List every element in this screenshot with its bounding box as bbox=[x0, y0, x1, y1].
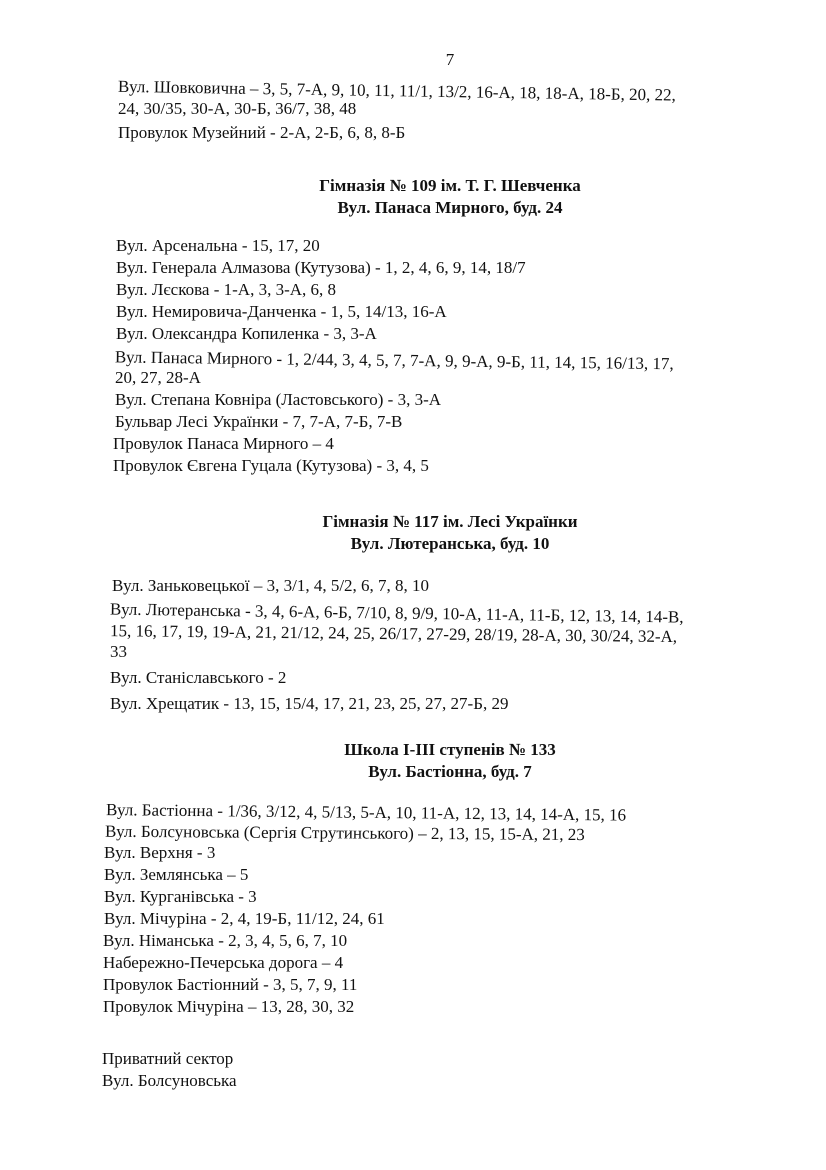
school-117-header bbox=[0, 511, 826, 555]
street-line: Вул. Шовковична – 3, 5, 7-А, 9, 10, 11, 11/1, 13/2, 16-А, 18, 18-А, 18-Б, 20, 22, bbox=[117, 76, 676, 105]
street-line: Вул. Арсенальна - 15, 17, 20 bbox=[116, 236, 320, 255]
school-title: Гімназія № 109 ім. Т. Г. Шевченка bbox=[319, 176, 581, 195]
street-line: Вул. Мічуріна - 2, 4, 19-Б, 11/12, 24, 61 bbox=[104, 909, 385, 928]
school-133-streets bbox=[0, 798, 826, 1018]
school-109-streets bbox=[0, 235, 826, 477]
street-line: Вул. Бастіонна - 1/36, 3/12, 4, 5/13, 5-А, 10, 11-А, 12, 13, 14, 14-А, 15, 16 bbox=[105, 800, 627, 825]
page-number: 7 bbox=[445, 50, 455, 69]
street-line: Бульвар Лесі Українки - 7, 7-А, 7-Б, 7-В bbox=[115, 412, 403, 431]
street-line: 33 bbox=[110, 642, 127, 661]
street-line: Вул. Хрещатик - 13, 15, 15/4, 17, 21, 23, 25, 27, 27-Б, 29 bbox=[110, 694, 509, 713]
street-line: Вул. Німанська - 2, 3, 4, 5, 6, 7, 10 bbox=[103, 931, 348, 950]
street-line: Вул. Верхня - 3 bbox=[104, 843, 216, 862]
street-line: Провулок Панаса Мирного – 4 bbox=[113, 434, 334, 453]
street-line: Вул. Панаса Мирного - 1, 2/44, 3, 4, 5, 7, 7-А, 9, 9-А, 9-Б, 11, 14, 15, 16/13, 17, bbox=[114, 347, 674, 374]
school-133-header bbox=[0, 739, 826, 783]
street-line: Вул. Немировича-Данченка - 1, 5, 14/13, 16-А bbox=[116, 302, 447, 321]
street-line: Вул. Заньковецької – 3, 3/1, 4, 5/2, 6, 7, 8, 10 bbox=[112, 576, 430, 595]
street-line: Вул. Лєскова - 1-А, 3, 3-А, 6, 8 bbox=[116, 280, 337, 299]
street-line: Вул. Степана Ковніра (Ластовського) - 3, 3-А bbox=[115, 390, 442, 409]
street-line: 20, 27, 28-А bbox=[115, 368, 201, 387]
school-address: Вул. Панаса Мирного, буд. 24 bbox=[337, 198, 563, 217]
street-line: Вул. Лютеранська - 3, 4, 6-А, 6-Б, 7/10, 8, 9/9, 10-А, 11-А, 11-Б, 12, 13, 14, 14-В, bbox=[109, 599, 684, 627]
street-line: Вул. Олександра Копиленка - 3, 3-А bbox=[116, 324, 377, 343]
private-sector-heading: Приватний сектор bbox=[102, 1049, 234, 1068]
street-line: Вул. Станіславського - 2 bbox=[110, 668, 287, 687]
street-line: Провулок Євгена Гуцала (Кутузова) - 3, 4, 5 bbox=[113, 456, 429, 475]
street-line: Вул. Болсуновська (Сергія Струтинського) – 2, 13, 15, 15-А, 21, 23 bbox=[104, 821, 585, 845]
street-line: Вул. Землянська – 5 bbox=[104, 865, 249, 884]
school-117-streets bbox=[0, 575, 826, 715]
street-line: 24, 30/35, 30-А, 30-Б, 36/7, 38, 48 bbox=[118, 99, 357, 118]
street-line: Набережно-Печерська дорога – 4 bbox=[103, 953, 344, 972]
street-line: 15, 16, 17, 19, 19-А, 21, 21/12, 24, 25, 26/17, 27-29, 28/19, 28-А, 30, 30/24, 32-А, bbox=[109, 621, 678, 647]
street-line: Вул. Курганівська - 3 bbox=[104, 887, 257, 906]
school-address: Вул. Бастіонна, буд. 7 bbox=[368, 762, 532, 781]
private-sector bbox=[0, 1048, 826, 1092]
street-line: Вул. Болсуновська bbox=[102, 1071, 237, 1090]
school-title: Школа І-ІІІ ступенів № 133 bbox=[344, 740, 556, 759]
street-line: Вул. Генерала Алмазова (Кутузова) - 1, 2, 4, 6, 9, 14, 18/7 bbox=[116, 258, 526, 277]
school-109-header bbox=[0, 175, 826, 219]
intro-section bbox=[0, 74, 826, 144]
street-line: Провулок Бастіонний - 3, 5, 7, 9, 11 bbox=[103, 975, 358, 994]
street-line: Провулок Мічуріна – 13, 28, 30, 32 bbox=[103, 997, 355, 1016]
school-address: Вул. Лютеранська, буд. 10 bbox=[350, 534, 550, 553]
street-line: Провулок Музейний - 2-А, 2-Б, 6, 8, 8-Б bbox=[118, 123, 406, 142]
school-title: Гімназія № 117 ім. Лесі Українки bbox=[322, 512, 578, 531]
